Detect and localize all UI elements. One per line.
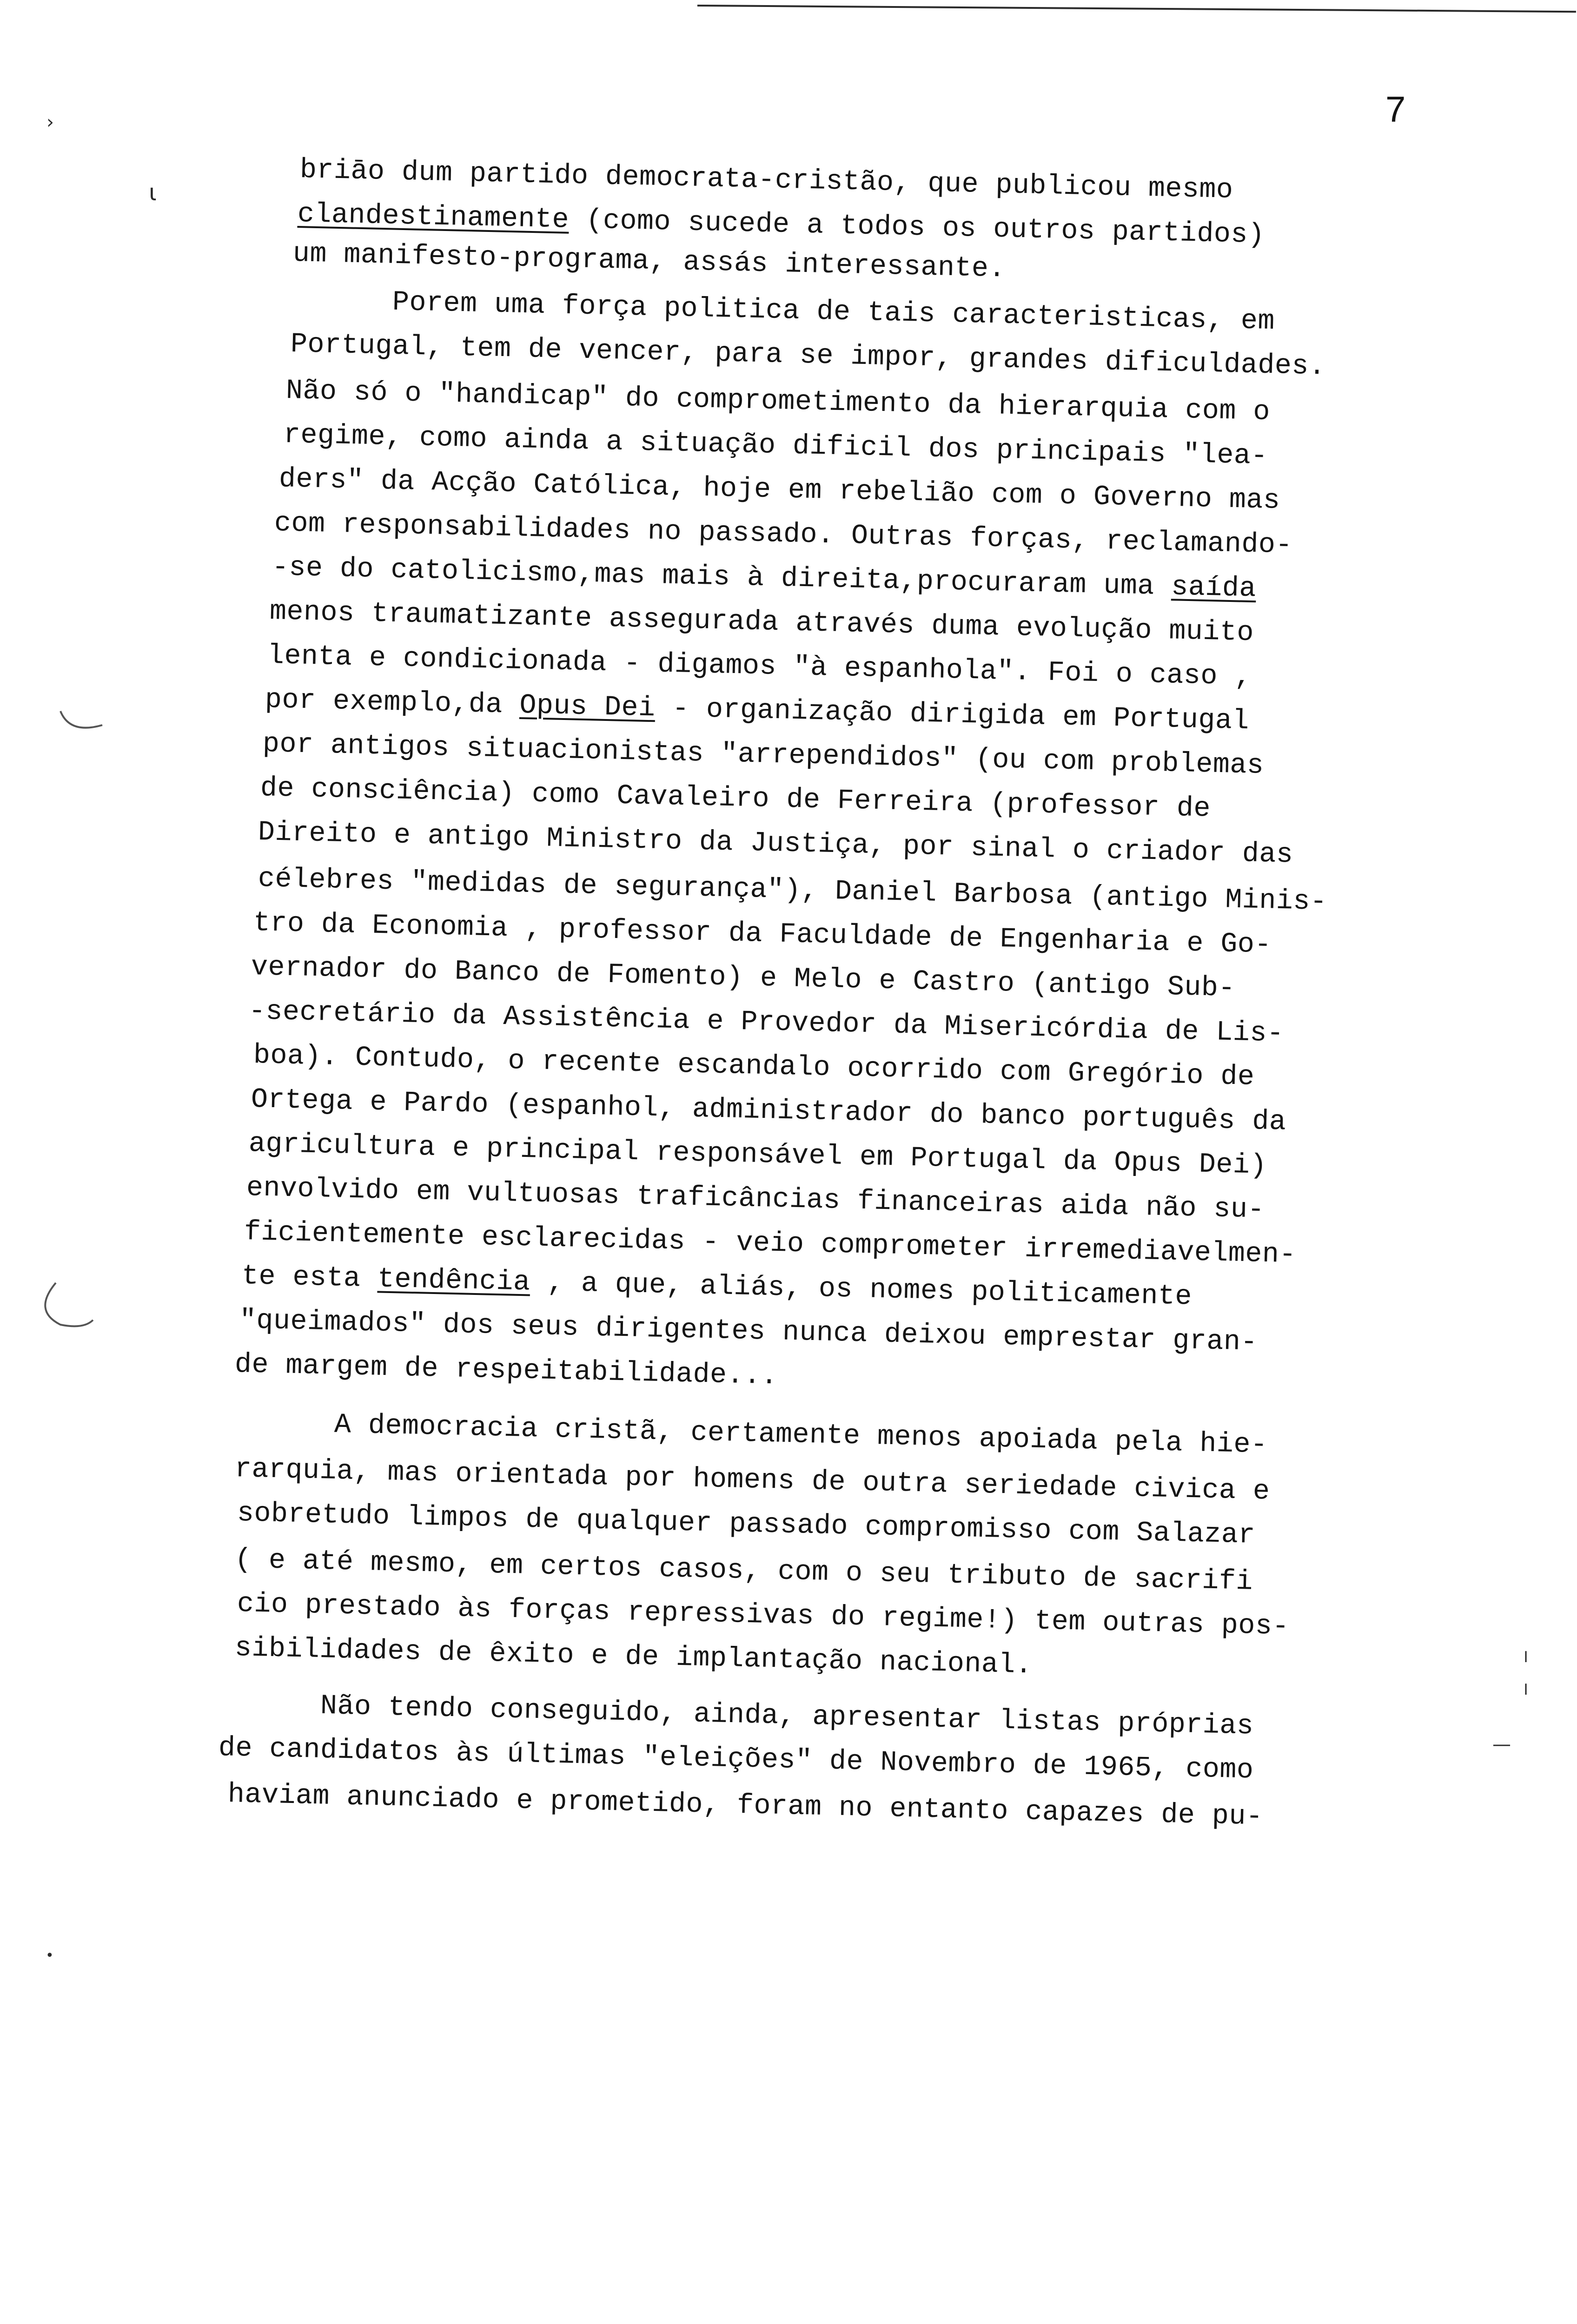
scan-mark: › (46, 112, 54, 133)
text-segment: um manifesto-programa, assás interessante. (292, 238, 1006, 285)
scan-tick: ╷ (1520, 1641, 1532, 1662)
underlined-text: tendência (377, 1263, 531, 1299)
text-segment: por antigos situacionistas "arrependidos" (ou com problemas (262, 728, 1265, 782)
text-segment: boa). Contudo, o recente escandalo ocorrido com Gregório de (253, 1040, 1255, 1093)
scan-dash: — (1492, 1734, 1511, 1755)
text-segment: de candidatos às últimas "eleições" de Novembro de 1965, como (218, 1732, 1254, 1787)
text-line (234, 1631, 1033, 1682)
text-line (232, 1406, 1268, 1462)
text-line (283, 418, 1268, 473)
text-line (227, 1778, 1263, 1834)
page-number: 7 (1385, 89, 1406, 130)
text-segment: te esta (241, 1261, 378, 1295)
text-segment: "queimados" dos seus dirigentes nunca deixou emprestar gran- (239, 1305, 1258, 1359)
text-segment: -se do catolicismo,mas mais à direita,procuraram uma (272, 552, 1172, 603)
underlined-text: Opus Dei (519, 689, 656, 725)
text-segment: menos traumatizante assegurada através duma evolução muito (269, 596, 1254, 649)
text-segment: ficientemente esclarecidas - veio comprometer irremediavelmen- (244, 1216, 1297, 1271)
text-segment: sobretudo limpos de qualquer passado compromisso com Salazar (237, 1498, 1256, 1552)
text-segment: - organização dirigida em Portugal (655, 693, 1250, 738)
text-line (269, 595, 1254, 650)
text-segment: briāo dum partido democrata-cristão, que publicou mesmo (299, 154, 1234, 206)
text-segment: haviam anunciado e prometido, foram no entanto capazes de pu- (227, 1779, 1264, 1833)
text-segment: Não só o "handicap" do comprometimento da hierarquia com o (285, 375, 1271, 429)
text-line (265, 683, 1249, 738)
text-segment: Direito e antigo Ministro da Justiça, por sinal o criador das (258, 817, 1294, 871)
text-segment: ders" da Acção Católica, hoje em rebelião com o Governo mas (278, 463, 1281, 517)
text-segment: com responsabilidades no passado. Outras forças, reclamando- (274, 508, 1293, 561)
scan-tick: ╷ (1520, 1673, 1532, 1695)
text-line (272, 551, 1256, 606)
scan-mark: ɩ (149, 179, 157, 206)
underlined-text: clandestinamente (297, 198, 570, 236)
text-line (292, 237, 1006, 286)
text-segment: de margem de respeitabilidade... (234, 1349, 778, 1393)
text-segment: regime, como ainda a situação dificil dos principais "lea- (283, 419, 1268, 473)
text-line (299, 153, 1233, 207)
text-line (260, 772, 1211, 826)
text-line (251, 951, 1235, 1005)
text-line (241, 1260, 1192, 1314)
text-segment: A democracia cristã, certamente menos apoiada pela hie- (232, 1407, 1268, 1461)
text-line (234, 1348, 778, 1393)
text-segment: sibilidades de êxito e de implantação nacional. (234, 1632, 1033, 1682)
text-segment: , a que, aliás, os nomes politicamente (530, 1267, 1193, 1313)
text-segment: rarquia, mas orientada por homens de outra seriedade civica e (234, 1453, 1271, 1508)
text-line (262, 727, 1264, 783)
scan-dot: • (46, 1948, 54, 1964)
text-segment: por exemplo,da (265, 684, 520, 721)
underlined-text: saída (1171, 571, 1257, 605)
text-line (278, 462, 1280, 518)
text-line (290, 284, 1275, 338)
text-segment: envolvido em vultuosas traficâncias financeiras aida não su- (246, 1172, 1265, 1226)
text-line (267, 639, 1252, 694)
text-line (253, 1039, 1255, 1094)
text-segment: Não tendo conseguido, ainda, apresentar listas próprias (218, 1688, 1254, 1743)
text-segment: lenta e condicionada - digamos "à espanhola". Foi o caso , (267, 640, 1252, 693)
text-segment: tro da Economia , professor da Faculdade de Engenharia e Go- (253, 907, 1272, 961)
text-segment: cio prestado às forças repressivas do regime!) tem outras pos- (237, 1588, 1290, 1643)
text-segment: Portugal, tem de vencer, para se impor, grandes dificuldades. (290, 329, 1326, 383)
text-segment: vernador do Banco de Fomento) e Melo e Castro (antigo Sub- (251, 951, 1236, 1005)
text-segment: Porem uma força politica de tais caracteristicas, em (290, 284, 1275, 338)
text-segment: (como sucede a todos os outros partidos) (569, 204, 1266, 251)
text-segment: agricultura e principal responsável em Portugal da Opus Dei) (248, 1128, 1267, 1182)
text-line (285, 374, 1270, 429)
text-line (237, 1497, 1255, 1552)
text-segment: Ortega e Pardo (espanhol, administrador do banco português da (251, 1084, 1287, 1138)
text-segment: -secretário da Assistência e Provedor da Misericórdia de Lis- (248, 996, 1285, 1050)
text-segment: célebres "medidas de segurança"), Daniel Barbosa (antigo Minis- (258, 863, 1328, 918)
text-segment: de consciência) como Cavaleiro de Ferreira (professor de (260, 772, 1211, 825)
text-segment: ( e até mesmo, em certos casos, com o seu tributo de sacrifi (234, 1544, 1253, 1598)
